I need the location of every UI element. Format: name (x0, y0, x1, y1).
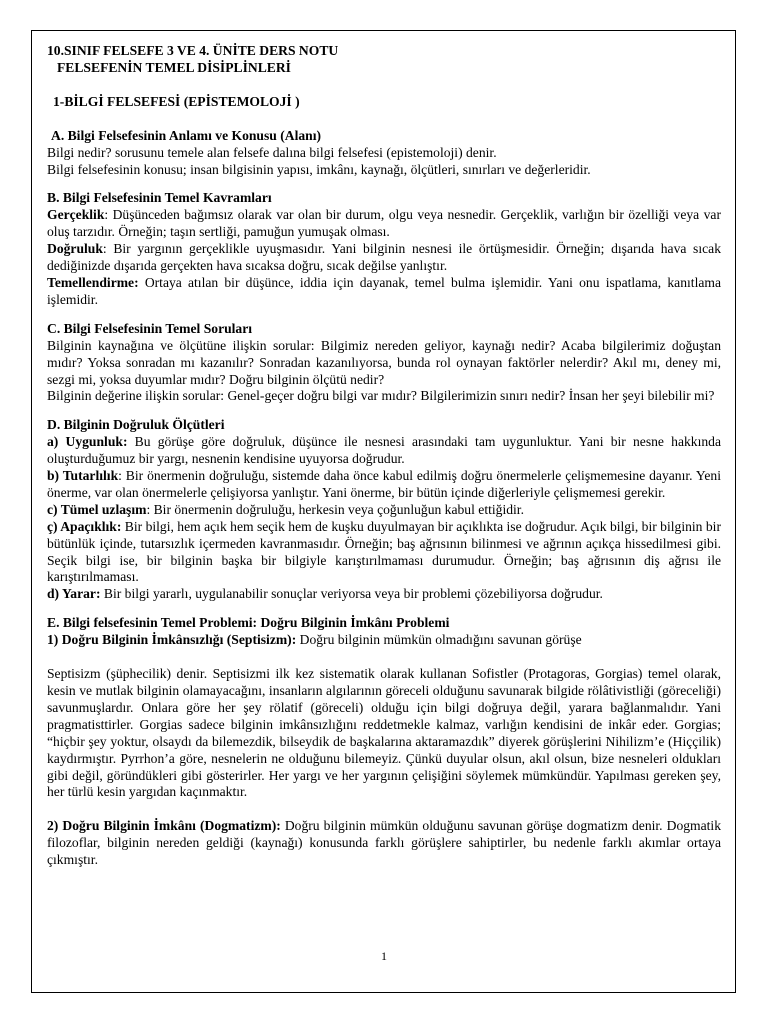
term-apaciklik: ç) Apaçıklık: (47, 518, 122, 534)
section-c-heading: C. Bilgi Felsefesinin Temel Soruları (47, 320, 253, 336)
definition-text: : Düşünceden bağımsız olarak var olan bir durum, olgu veya nesnedir. Gerçeklik, varlığın bir özelliği veya var oluş tarzıdır. Örneğin; taşın sertliği, pamuğun yumuşak olması. (47, 207, 721, 240)
term-gerceklik: Gerçeklik (47, 207, 105, 223)
criterion-text: Bir bilgi yararlı, uygulanabilir sonuçlar veriyorsa veya bir problemi çözebiliyorsa doğrudur. (100, 586, 603, 602)
criterion-text: Bir bilgi, hem açık hem seçik hem de kuşku duyulmayan bir açıklıkta ise doğrudur. Açık bilgi, bir bilginin bir bütünlük içinde, tutarsızlık içermeden kavranmasıdır. Örneğin; baş ağrısının bilinmesi ve ağrının açıkça hissedilmesi gibi. Seçik bilgi ise, bir bilginin başka bir bilgiyle karıştırılmaması durumudur. Örneğin; baş ağrısının diş ağrısı ile karıştırılmaması. (47, 518, 721, 585)
definition-text: : Bir yargının gerçeklikle uyuşmasıdır. Yani bilginin nesnesi ile örtüşmesidir. Örneğin; dışarıda hava sıcak dediğinizde dışarıda gerçekten hava sıcaksa doğru, sıcak değilse yanlıştır. (47, 241, 721, 274)
septisizm-intro (47, 632, 721, 649)
chapter-heading: 1-BİLGİ FELSEFESİ (EPİSTEMOLOJİ ) (53, 93, 300, 109)
term-yarar: d) Yarar: (47, 586, 101, 602)
page-number: 1 (381, 949, 387, 963)
criterion-yarar (47, 586, 721, 603)
definition-text: Ortaya atılan bir düşünce, iddia için dayanak, temel bulma işlemidir. Yani onu ispatlama, kanıtlama işlemidir. (47, 274, 721, 307)
section-e-heading: E. Bilgi felsefesinin Temel Problemi: Doğru Bilginin İmkânı Problemi (47, 615, 450, 631)
document-body (47, 43, 721, 869)
section-a-paragraph-2: Bilgi felsefesinin konusu; insan bilgisinin yapısı, imkânı, kaynağı, ölçütleri, sınırları ve değerleridir. (47, 161, 591, 177)
term-dogmatizm: 2) Doğru Bilginin İmkânı (Dogmatizm): (47, 818, 281, 834)
criterion-tumel-uzlasim (47, 502, 721, 519)
term-temellendirme: Temellendirme: (47, 274, 139, 290)
septisizm-paragraph: Septisizm (şüphecilik) denir. Septisizmi ilk kez sistematik olarak kullanan Sofistler (Protagoras, Gorgias) temel olarak, kesin ve mutlak bilginin olamayacağını, insanların algılarının göreceli olduğunu savunarak bilgide rölâtivistliği (göreceliği) savunmuşlardır. Onlara göre her şey rölatif (göreceli) olduğu için bilgi doğruya değil, yarara bağlanmalıdır. Yani pragmatisttirler. Gorgias sadece bilginin imkânsızlığını reddetmekle kalmaz, varlığın kendisini de inkâr eder. Gorgias; “hiçbir şey yoktur, olsaydı da bilemezdik, bilseydik de başkalarına aktaramazdık” diyerek görüşlerini Nihilizm’e (Hiççilik) kaydırmıştır. Pyrrhon’a göre, nesnelerin ne olduğunu bilemeyiz. Çünkü duyular olsun, akıl olsun, bize nesneleri oldukları gibi değil, göründükleri gibi gösterirler. Her yargı ve her yargının çelişiğini söylemek mümkündür. Yapılması gereken şey, her türlü kesin yargıdan kaçınmaktır. (47, 666, 721, 800)
section-d-heading: D. Bilginin Doğruluk Ölçütleri (47, 417, 225, 433)
dogmatizm-text: Doğru bilginin mümkün olduğunu savunan görüşe dogmatizm denir. Dogmatik filozoflar, bilginin nereden geldiği (kaynağı) konusunda farklı görüşlere sahiptirler, bu nedenle farklı akımlar ortaya çıkmıştır. (47, 818, 722, 868)
section-a-paragraph-1: Bilgi nedir? sorusunu temele alan felsefe dalına bilgi felsefesi (epistemoloji) denir. (47, 144, 497, 160)
document-subtitle: FELSEFENİN TEMEL DİSİPLİNLERİ (57, 59, 291, 75)
septisizm-intro-text: Doğru bilginin mümkün olmadığını savunan görüşe (296, 632, 582, 648)
dogmatizm-paragraph (47, 818, 721, 869)
criterion-text: Bu görüşe göre doğruluk, düşünce ile nesnesi arasındaki tam uygunluktur. Yani bir nesne hakkında oluşturduğumuz bir yargı, nesnenin kendisine uyuyorsa doğrudur. (47, 434, 721, 467)
term-septisizm: 1) Doğru Bilginin İmkânsızlığı (Septisizm): (47, 632, 297, 648)
criterion-text: : Bir önermenin doğruluğu, sistemde daha önce kabul edilmiş doğru önermelerle çelişmemesine dayanır. Yeni önerme, var olan önermelerle çelişiyorsa yanlıştır. Yani önerme, bir bütün içinde diğerleriyle çelişmemesi gerekir. (47, 468, 721, 500)
definition-temellendirme (47, 275, 721, 309)
criterion-uygunluk (47, 434, 721, 468)
section-c-paragraph-2: Bilginin değerine ilişkin sorular: Genel-geçer doğru bilgi var mıdır? Bilgilerimizin sınırı nedir? İnsan her şeyi bilebilir mi? (47, 388, 715, 404)
criterion-apaciklik (47, 519, 721, 587)
document-title: 10.SINIF FELSEFE 3 VE 4. ÜNİTE DERS NOTU (47, 43, 339, 58)
section-c-paragraph-1: Bilginin kaynağına ve ölçütüne ilişkin sorular: Bilgimiz nereden geliyor, kaynağı nedir? Acaba bilgilerimiz doğuştan mıdır? Yoksa sonradan mı kazanılır? Sonradan kazanılıyorsa, bunda rol oynayan faktörler nelerdir? Akıl mı, deney mi, sezgi mi, yoksa duyumlar mıdır? Doğru bilginin ölçütü nedir? (47, 337, 721, 387)
term-tumel-uzlasim: c) Tümel uzlaşım (47, 501, 147, 517)
term-tutarlilik: b) Tutarlılık (47, 468, 119, 484)
section-a-heading: A. Bilgi Felsefesinin Anlamı ve Konusu (Alanı) (51, 127, 322, 143)
definition-dogruluk (47, 241, 721, 275)
criterion-tutarlilik (47, 468, 721, 502)
definition-gerceklik (47, 207, 721, 241)
term-dogruluk: Doğruluk (47, 241, 103, 257)
term-uygunluk: a) Uygunluk: (47, 434, 128, 450)
section-b-heading: B. Bilgi Felsefesinin Temel Kavramları (47, 190, 272, 206)
criterion-text: : Bir önermenin doğruluğu, herkesin veya çoğunluğun kabul ettiğidir. (146, 501, 524, 517)
